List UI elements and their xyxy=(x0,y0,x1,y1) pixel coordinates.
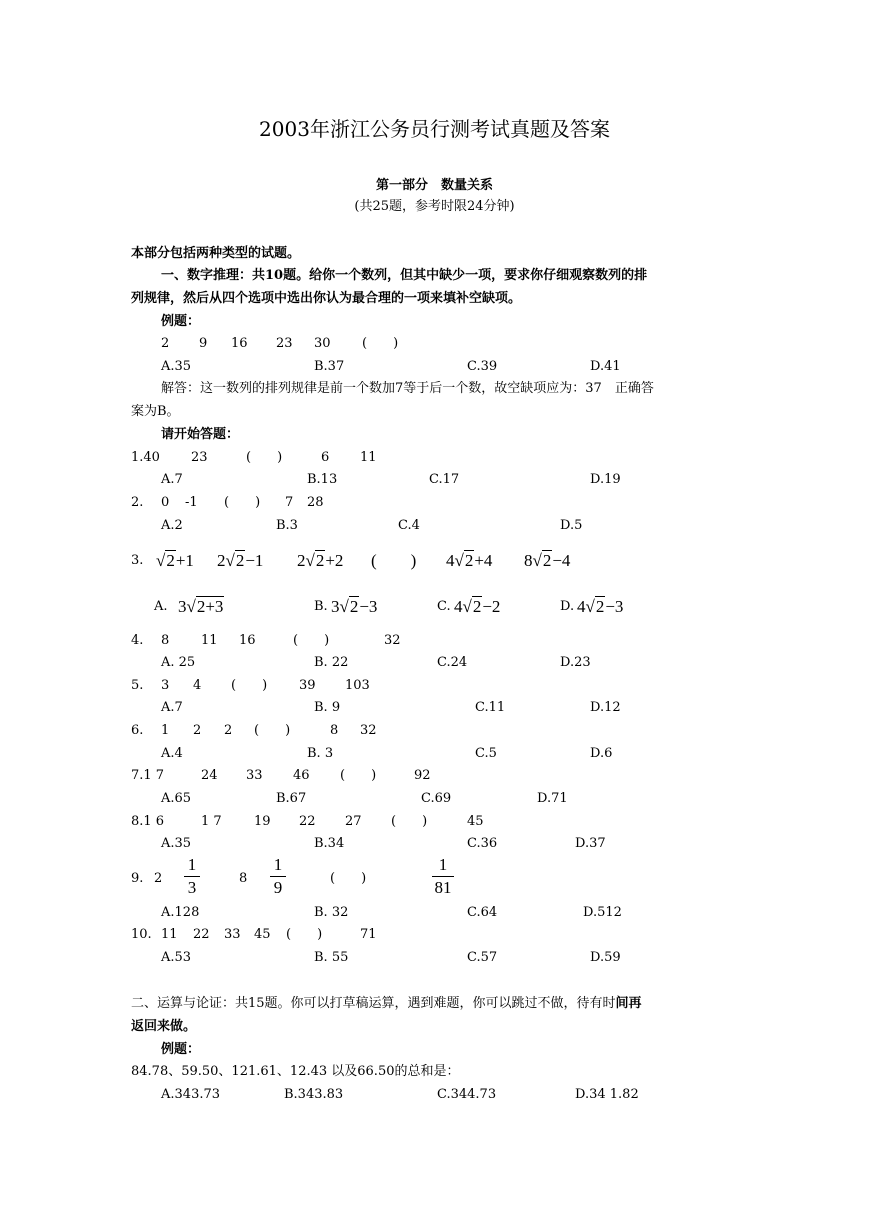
example-answer-line1: 解答：这一数列的排列规律是前一个数加7等于后一个数，故空缺项应为：37 正确答 xyxy=(161,381,654,396)
seq-blank: ( ) xyxy=(293,633,330,648)
seq-term: 8 xyxy=(330,723,339,738)
option: A.65 xyxy=(161,791,192,806)
example-label: 例题： xyxy=(161,314,201,329)
seq-term: 11 xyxy=(360,450,377,465)
seq-term: 45 xyxy=(467,814,484,829)
seq-term: 3 xyxy=(161,678,170,693)
seq-term: 19 xyxy=(254,814,271,829)
seq-blank: ( ) xyxy=(286,927,323,942)
seq-term: 2 xyxy=(161,336,170,351)
seq-term: 28 xyxy=(307,495,324,510)
option: B.34 xyxy=(314,836,345,851)
option: A.2 xyxy=(161,518,183,533)
question-number: 6. xyxy=(131,723,144,738)
section1-desc-line2: 列规律，然后从四个选项中选出你认为最合理的一项来填补空缺项。 xyxy=(131,291,522,306)
question-number: 5. xyxy=(131,678,144,693)
seq-term: 6 xyxy=(321,450,330,465)
start-label: 请开始答题： xyxy=(161,427,240,442)
seq-term: 23 xyxy=(276,336,293,351)
denominator: 9 xyxy=(273,878,283,897)
option: C.24 xyxy=(437,655,468,670)
seq-term: 30 xyxy=(314,336,331,351)
option: C.4 xyxy=(398,518,420,533)
option: A.128 xyxy=(161,905,200,920)
option: D.34 1.82 xyxy=(575,1087,639,1102)
option: A.35 xyxy=(161,836,192,851)
seq-term: 71 xyxy=(360,927,377,942)
seq-term: 22 xyxy=(193,927,210,942)
seq-term: 32 xyxy=(360,723,377,738)
fraction-bar xyxy=(270,876,286,877)
option-letter: B. xyxy=(314,599,328,614)
option: C.64 xyxy=(467,905,498,920)
option: A.343.73 xyxy=(161,1087,221,1102)
radical-term: 8√2−4 xyxy=(524,551,571,570)
seq-term: 33 xyxy=(246,768,263,783)
seq-term: 11 xyxy=(201,633,218,648)
radical-option: 4√2−3 xyxy=(577,597,624,616)
seq-term: 8.1 6 xyxy=(131,814,165,829)
option: C.36 xyxy=(467,836,498,851)
fraction-bar xyxy=(184,876,200,877)
seq-term: 2 xyxy=(154,871,163,886)
seq-blank: ( ) xyxy=(254,723,291,738)
option: D.41 xyxy=(590,359,621,374)
option: C.57 xyxy=(467,950,498,965)
seq-term: 2 xyxy=(193,723,202,738)
option: B.13 xyxy=(307,472,338,487)
page-title: 2003年浙江公务员行测考试真题及答案 xyxy=(259,117,610,141)
seq-blank: ( ) xyxy=(371,551,417,570)
radical-term: √2+1 xyxy=(156,551,194,570)
question-number: 9. xyxy=(131,871,144,886)
seq-term: 9 xyxy=(199,336,208,351)
section2-example-text: 84.78、59.50、121.61、12.43 以及66.50的总和是： xyxy=(131,1064,460,1079)
numerator: 1 xyxy=(187,855,197,874)
seq-blank: ( ) xyxy=(362,336,399,351)
option: C.69 xyxy=(421,791,452,806)
option: C.5 xyxy=(475,746,497,761)
seq-term: 45 xyxy=(254,927,271,942)
option-letter: C. xyxy=(437,599,451,614)
option: A. 25 xyxy=(161,655,196,670)
numerator: 1 xyxy=(273,855,283,874)
option: D.37 xyxy=(575,836,606,851)
part-heading: 第一部分 数量关系 xyxy=(375,178,493,193)
option-letter: D. xyxy=(560,599,575,614)
question-number: 3. xyxy=(131,553,144,568)
option: A.7 xyxy=(161,700,183,715)
option: B.3 xyxy=(276,518,298,533)
option: D.19 xyxy=(590,472,621,487)
seq-term: 4 xyxy=(193,678,202,693)
question-number: 10. xyxy=(131,927,152,942)
seq-term: 8 xyxy=(239,871,248,886)
fraction xyxy=(184,856,200,897)
fraction-bar xyxy=(432,876,454,877)
numerator: 1 xyxy=(438,855,448,874)
seq-term: 46 xyxy=(293,768,310,783)
radical-term: 2√2−1 xyxy=(217,551,264,570)
option: D.512 xyxy=(583,905,622,920)
seq-term: 8 xyxy=(161,633,170,648)
option: A.53 xyxy=(161,950,192,965)
seq-term: 24 xyxy=(201,768,218,783)
seq-term: 23 xyxy=(191,450,208,465)
seq-blank: ( ) xyxy=(340,768,377,783)
radical-option: 4√2−2 xyxy=(454,597,501,616)
option: A.7 xyxy=(161,472,183,487)
option: B. 3 xyxy=(307,746,334,761)
option: B.37 xyxy=(314,359,345,374)
question-number: 4. xyxy=(131,633,144,648)
seq-blank: ( ) xyxy=(231,678,268,693)
option: B.343.83 xyxy=(284,1087,344,1102)
option: C.344.73 xyxy=(437,1087,497,1102)
fraction xyxy=(432,856,454,897)
option: C.39 xyxy=(467,359,498,374)
denominator: 3 xyxy=(187,878,197,897)
example-answer-line2: 案为B。 xyxy=(131,404,180,419)
option: D.59 xyxy=(590,950,621,965)
seq-blank: ( ) xyxy=(246,450,283,465)
option-letter: A. xyxy=(154,599,168,614)
seq-term: 39 xyxy=(299,678,316,693)
option: B. 9 xyxy=(314,700,341,715)
seq-blank: ( ) xyxy=(391,814,428,829)
radical-term: 4√2+4 xyxy=(446,551,493,570)
seq-term: 1.40 xyxy=(131,450,160,465)
seq-blank: ( ) xyxy=(330,871,367,886)
option: D.71 xyxy=(537,791,568,806)
seq-term: 0 xyxy=(161,495,170,510)
seq-term: 7 xyxy=(285,495,294,510)
option: D.6 xyxy=(590,746,613,761)
seq-term: -1 xyxy=(185,495,198,510)
seq-term: 11 xyxy=(161,927,178,942)
option: A.35 xyxy=(161,359,192,374)
option: B.67 xyxy=(276,791,307,806)
seq-term: 22 xyxy=(299,814,316,829)
seq-term: 27 xyxy=(345,814,362,829)
option: A.4 xyxy=(161,746,183,761)
option: D.23 xyxy=(560,655,591,670)
seq-term: 16 xyxy=(239,633,256,648)
option: D.5 xyxy=(560,518,583,533)
radical-term: 2√2+2 xyxy=(297,551,344,570)
seq-term: 32 xyxy=(384,633,401,648)
seq-term: 103 xyxy=(345,678,370,693)
part-subheading: (共25题，参考时限24分钟) xyxy=(354,199,515,214)
seq-term: 2 xyxy=(224,723,233,738)
section2-desc-line2: 返回来做。 xyxy=(131,1019,197,1034)
seq-term: 1 xyxy=(161,723,170,738)
section2-example-label: 例题： xyxy=(161,1042,201,1057)
option: B. 22 xyxy=(314,655,349,670)
denominator: 81 xyxy=(434,878,452,897)
seq-term: 16 xyxy=(231,336,248,351)
fraction xyxy=(270,856,286,897)
radical-option: 3√2+3 xyxy=(178,597,224,616)
seq-blank: ( ) xyxy=(224,495,261,510)
option: B. 32 xyxy=(314,905,349,920)
option: C.17 xyxy=(429,472,460,487)
section2-desc-line1 xyxy=(131,996,642,1012)
seq-term: 1 7 xyxy=(201,814,222,829)
section2-desc-normal: 二、运算与论证：共15题。你可以打草稿运算，遇到难题，你可以跳过不做，待有时 xyxy=(131,996,616,1011)
radical-option: 3√2−3 xyxy=(331,597,378,616)
option: D.12 xyxy=(590,700,621,715)
question-number: 2. xyxy=(131,495,144,510)
section1-desc-line1: 一、数字推理：共10题。给你一个数列，但其中缺少一项，要求你仔细观察数列的排 xyxy=(161,268,648,283)
seq-term: 92 xyxy=(414,768,431,783)
intro-text: 本部分包括两种类型的试题。 xyxy=(131,246,301,261)
option: B. 55 xyxy=(314,950,349,965)
seq-term: 33 xyxy=(224,927,241,942)
section2-desc-bold: 间再 xyxy=(615,996,642,1011)
seq-term: 7.1 7 xyxy=(131,768,165,783)
option: C.11 xyxy=(475,700,506,715)
